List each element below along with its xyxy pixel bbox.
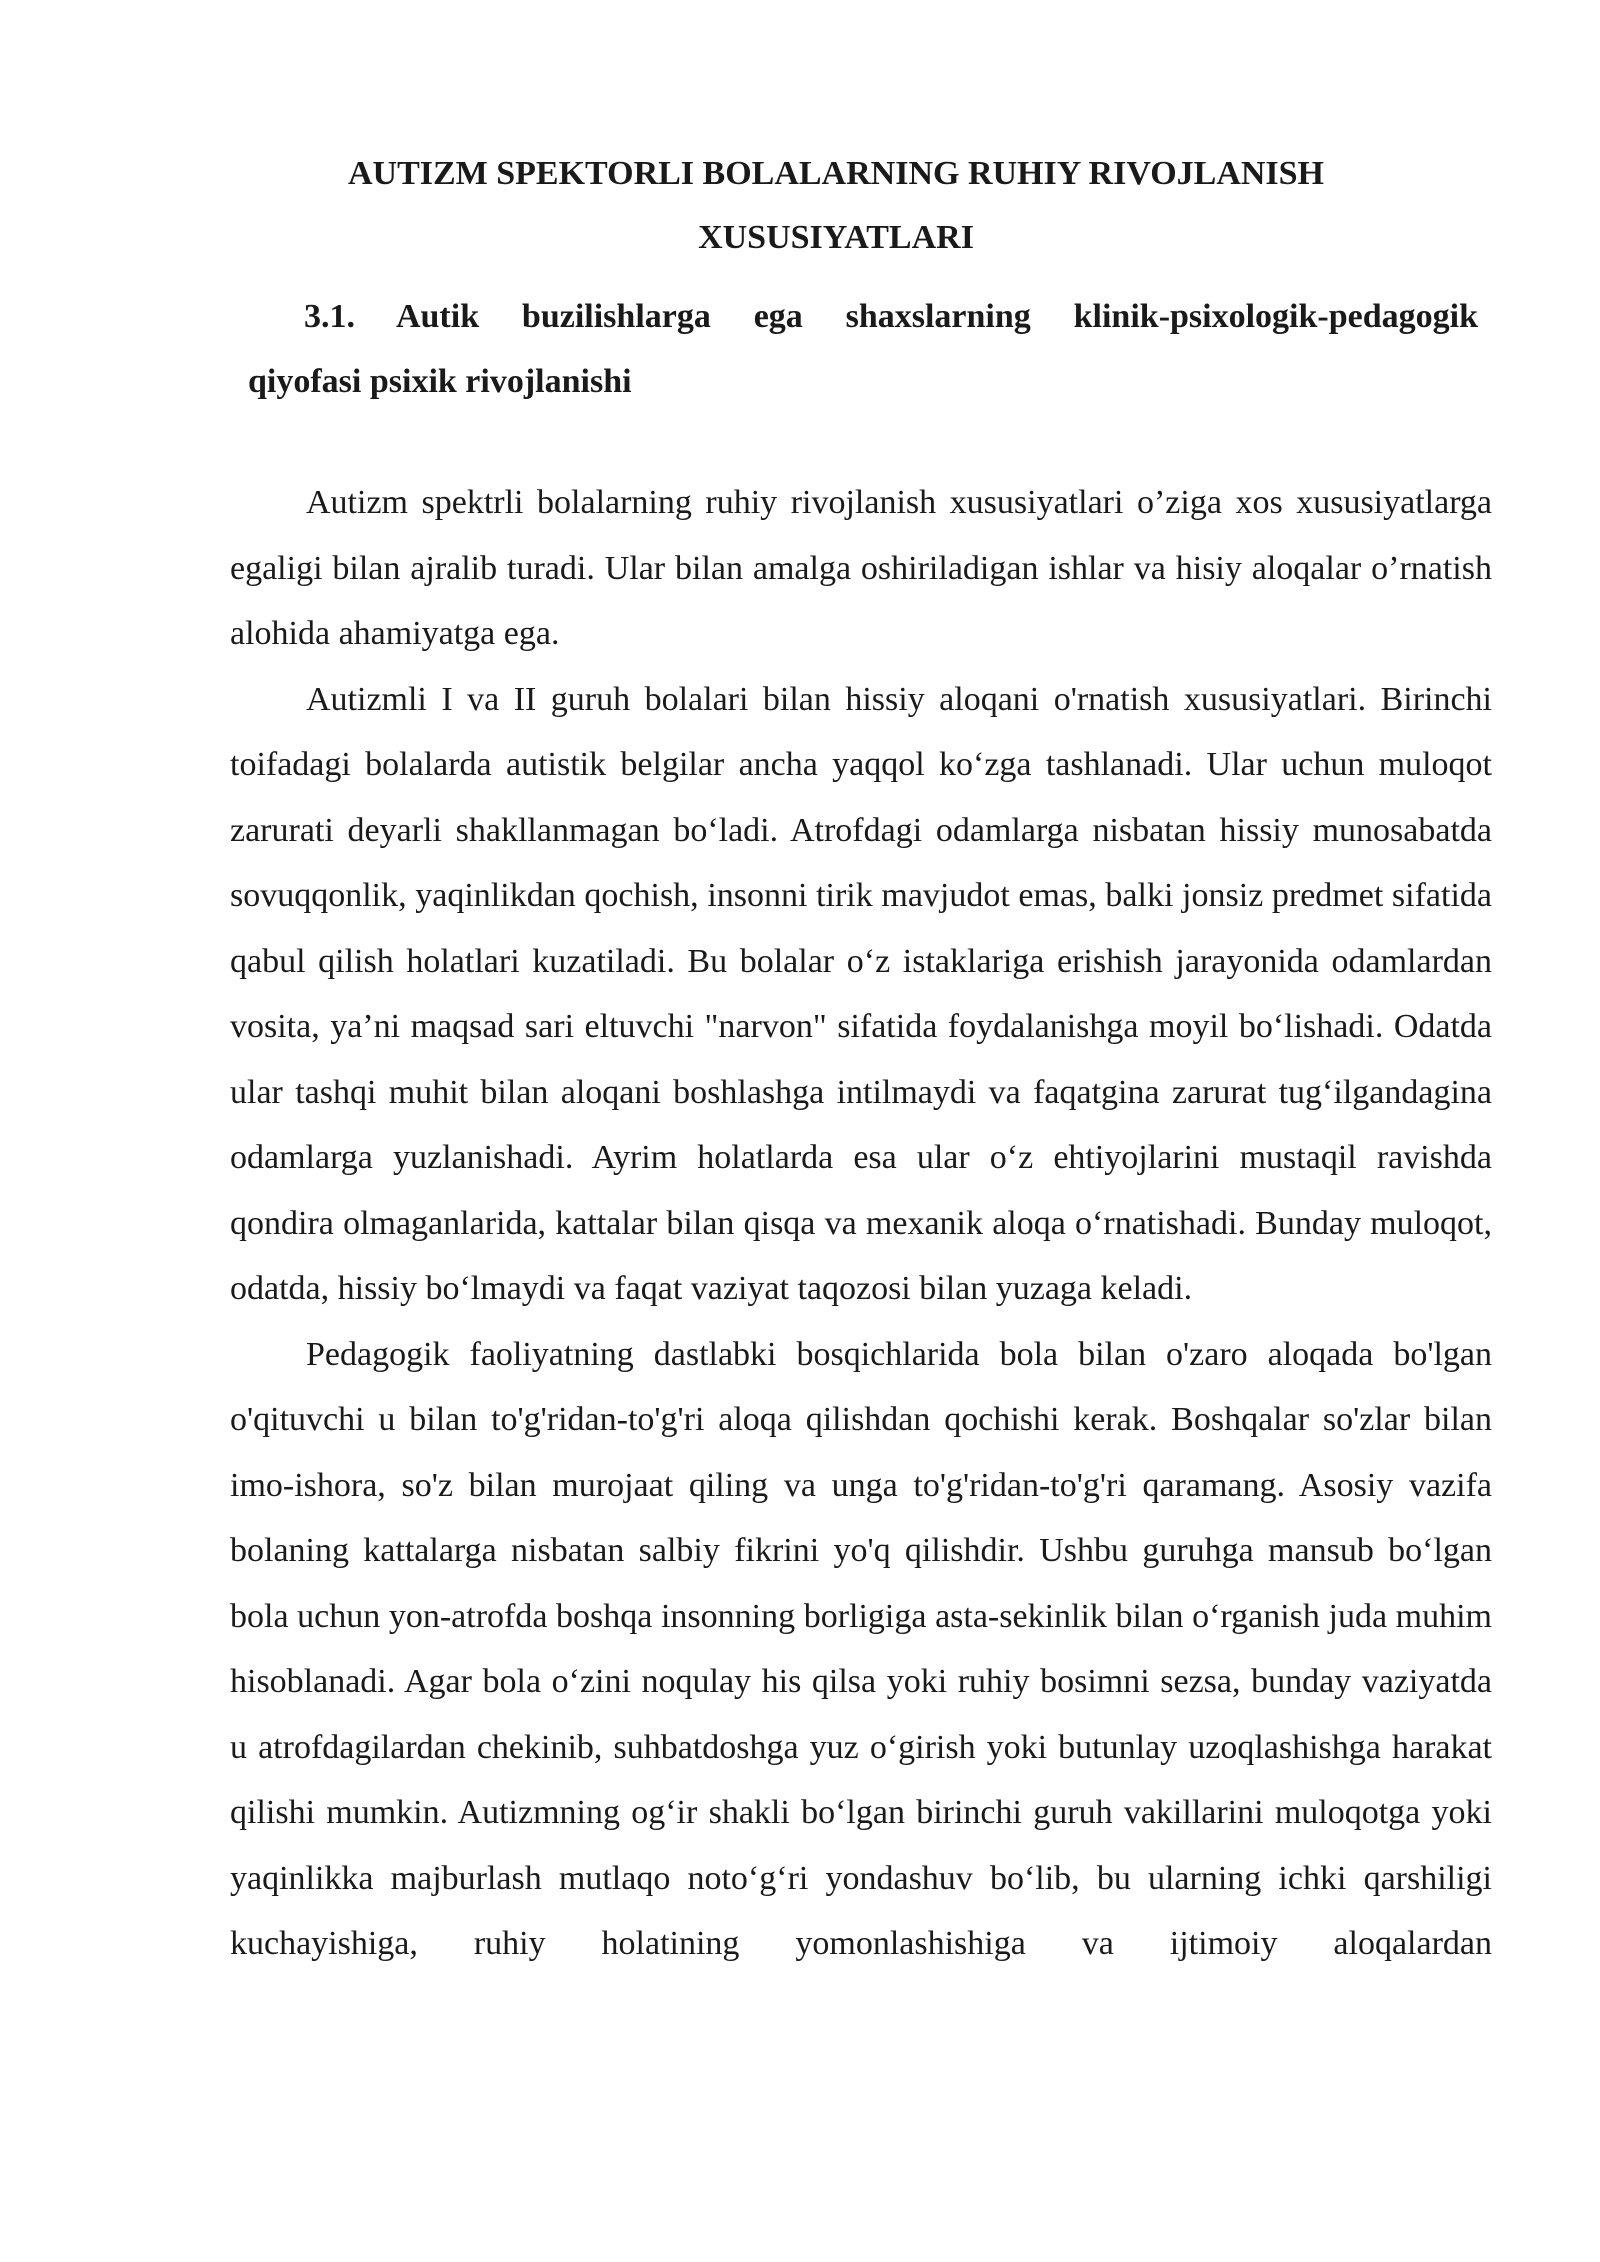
section-heading-line-2: qiyofasi psixik rivojlanishi [248, 363, 632, 400]
document-title-line-1: AUTIZM SPEKTORLI BOLALARNING RUHIY RIVOJLANISH [347, 155, 1325, 192]
section-heading-line-1: 3.1. Autik buzilishlarga ega shaxslarning klinik-psixologik-pedagogik [304, 298, 1478, 335]
paragraph-1: Autizm spektrli bolalarning ruhiy rivojlanish xususiyatlari o’ziga xos xususiyatlarga egaligi bilan ajralib turadi. Ular bilan amalga oshiriladigan ishlar va hisiy aloqalar o’rnatish alohida ahamiyatga ega. [230, 484, 1492, 652]
paragraph-3: Pedagogik faoliyatning dastlabki bosqichlarida bola bilan o'zaro aloqada bo'lgan o'qituvchi u bilan to'g'ridan-to'g'ri aloqa qilishdan qochishi kerak. Boshqalar so'zlar bilan imo-ishora, so'z bilan murojaat qiling va unga to'g'ridan-to'g'ri qaramang. Asosiy vazifa bolaning kattalarga nisbatan salbiy fikrini yo'q qilishdir. Ushbu guruhga mansub bo‘lgan bola uchun yon-atrofda boshqa insonning borligiga asta-sekinlik bilan o‘rganish juda muhim hisoblanadi. Agar bola o‘zini noqulay his qilsa yoki ruhiy bosimni sezsa, bunday vaziyatda u atrofdagilardan chekinib, suhbatdoshga yuz o‘girish yoki butunlay uzoqlashishga harakat qilishi mumkin. Autizmning og‘ir shakli bo‘lgan birinchi guruh vakillarini muloqotga yoki yaqinlikka majburlash mutlaqo noto‘g‘ri yondashuv bo‘lib, bu ularning ichki qarshiligi kuchayishiga, ruhiy holatining yomonlashishiga va ijtimoiy aloqalardan [230, 1335, 1492, 1962]
body-text [230, 470, 1492, 1977]
paragraph-2: Autizmli I va II guruh bolalari bilan hissiy aloqani o'rnatish xususiyatlari. Birinchi toifadagi bolalarda autistik belgilar ancha yaqqol ko‘zga tashlanadi. Ular uchun muloqot zarurati deyarli shakllanmagan bo‘ladi. Atrofdagi odamlarga nisbatan hissiy munosabatda sovuqqonlik, yaqinlikdan qochish, insonni tirik mavjudot emas, balki jonsiz predmet sifatida qabul qilish holatlari kuzatiladi. Bu bolalar o‘z istaklariga erishish jarayonida odamlardan vosita, ya’ni maqsad sari eltuvchi "narvon" sifatida foydalanishga moyil bo‘lishadi. Odatda ular tashqi muhit bilan aloqani boshlashga intilmaydi va faqatgina zarurat tug‘ilgandagina odamlarga yuzlanishadi. Ayrim holatlarda esa ular o‘z ehtiyojlarini mustaqil ravishda qondira olmaganlarida, kattalar bilan qisqa va mexanik aloqa o‘rnatishadi. Bunday muloqot, odatda, hissiy bo‘lmaydi va faqat vaziyat taqozosi bilan yuzaga keladi. [230, 680, 1492, 1307]
document-title-line-2: XUSUSIYATLARI [698, 219, 974, 256]
section-heading [248, 284, 1478, 414]
